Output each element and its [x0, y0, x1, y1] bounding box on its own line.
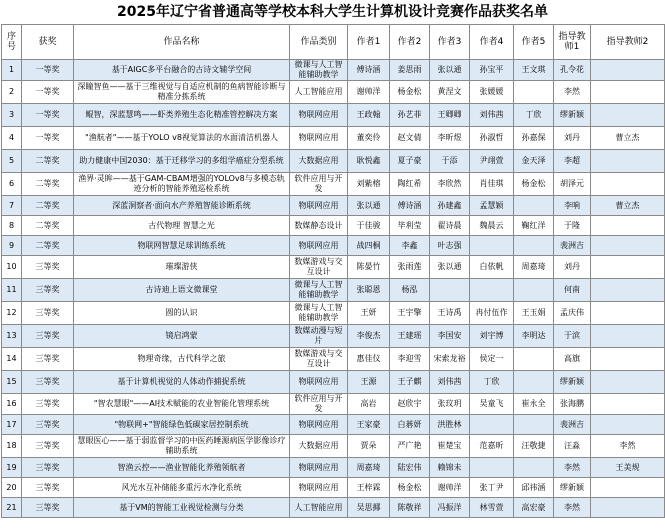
cell-advisor-2 [591, 104, 665, 127]
cell-author-2: 王子麒 [390, 371, 430, 394]
cell-author-2: 赵文倩 [390, 127, 430, 150]
cell-category: 物联网应用 [290, 415, 348, 435]
cell-award: 三等奖 [22, 279, 74, 302]
cell-author-3: 张以通 [430, 60, 470, 81]
cell-author-4: 张丁尹 [470, 478, 514, 498]
cell-work-name: "智农慧眼"——AI技术赋能的农业智能化管理系统 [74, 394, 290, 415]
cell-advisor-1: 李然 [554, 81, 591, 104]
cell-author-3: 崔楚宝 [430, 435, 470, 458]
cell-advisor-1: 李超 [554, 150, 591, 173]
cell-index: 20 [2, 478, 22, 498]
table-row [2, 216, 665, 236]
cell-author-3: 谢帅洋 [430, 478, 470, 498]
header-author-5: 作者5 [514, 25, 554, 60]
table-row [2, 458, 665, 478]
cell-index: 8 [2, 216, 22, 236]
cell-author-3: 叶志强 [430, 236, 470, 256]
cell-award: 三等奖 [22, 415, 74, 435]
cell-author-2: 李鑫 [390, 236, 430, 256]
cell-author-3: 王诗禹 [430, 302, 470, 325]
cell-index: 12 [2, 302, 22, 325]
cell-category: 物联网应用 [290, 127, 348, 150]
cell-award: 三等奖 [22, 256, 74, 279]
cell-author-1: 贾朵 [348, 435, 390, 458]
cell-author-1: 谢帅洋 [348, 81, 390, 104]
cell-advisor-1: 李然 [554, 498, 591, 518]
cell-author-1: 傅诗涵 [348, 60, 390, 81]
cell-author-4: 孙淑哲 [470, 127, 514, 150]
cell-author-5: 孙嘉保 [514, 127, 554, 150]
cell-category: 微课与人工智能辅助教学 [290, 279, 348, 302]
cell-category: 数媒动漫与短片 [290, 325, 348, 348]
table-row [2, 196, 665, 216]
cell-author-1: 高岩 [348, 394, 390, 415]
award-table [1, 24, 665, 518]
cell-author-3: 张玟玥 [430, 394, 470, 415]
cell-author-1: 王源 [348, 371, 390, 394]
cell-author-1: 战四桐 [348, 236, 390, 256]
table-row [2, 478, 665, 498]
cell-advisor-1: 汪淼 [554, 435, 591, 458]
cell-award: 三等奖 [22, 325, 74, 348]
cell-author-2: 张雨莲 [390, 256, 430, 279]
cell-author-2: 陶红希 [390, 173, 430, 196]
cell-index: 18 [2, 435, 22, 458]
cell-advisor-2: 李然 [591, 435, 665, 458]
cell-author-5 [514, 236, 554, 256]
cell-work-name: 镜启鸿蒙 [74, 325, 290, 348]
cell-author-5: 鞠红洋 [514, 216, 554, 236]
cell-author-5: 周嘉琦 [514, 256, 554, 279]
cell-award: 三等奖 [22, 371, 74, 394]
cell-index: 1 [2, 60, 22, 81]
cell-author-1: 张以通 [348, 196, 390, 216]
cell-author-3: 李国安 [430, 325, 470, 348]
cell-index: 5 [2, 150, 22, 173]
cell-index: 14 [2, 348, 22, 371]
cell-work-name: 深蓝洞察者·面向水产养殖智能诊断系统 [74, 196, 290, 216]
cell-award: 三等奖 [22, 498, 74, 518]
cell-author-2: 孙艺菲 [390, 104, 430, 127]
cell-category: 数媒静态设计 [290, 216, 348, 236]
cell-author-4: 吴童飞 [470, 394, 514, 415]
cell-author-3: 孙建鑫 [430, 196, 470, 216]
cell-work-name: 助力健康中国2030：基于迁移学习的多组学癌症分型系统 [74, 150, 290, 173]
cell-index: 19 [2, 458, 22, 478]
cell-author-4 [470, 236, 514, 256]
table-row [2, 302, 665, 325]
cell-author-1: 惠佳仪 [348, 348, 390, 371]
header-advisor-1: 指导教师1 [554, 25, 591, 60]
cell-category: 微课与人工智能辅助教学 [290, 60, 348, 81]
cell-author-3: 于添 [430, 150, 470, 173]
cell-author-5 [514, 458, 554, 478]
cell-work-name: 渔界·灵眸——基于GAM-CBAM增强的YOLOv8与多模态轨迹分析的智能养殖巡检系统 [74, 173, 290, 196]
cell-author-1: 王政翰 [348, 104, 390, 127]
cell-advisor-1: 胡泽元 [554, 173, 591, 196]
cell-author-3 [430, 279, 470, 302]
cell-index: 11 [2, 279, 22, 302]
cell-advisor-1: 张海鹏 [554, 394, 591, 415]
table-header-row [2, 25, 665, 60]
cell-advisor-2 [591, 60, 665, 81]
cell-author-4 [470, 458, 514, 478]
cell-work-name: 慧眼医心——基于弱监督学习的中医药睡源病医学影像诊疗辅助系统 [74, 435, 290, 458]
table-row [2, 150, 665, 173]
cell-author-2: 陈敬祥 [390, 498, 430, 518]
cell-advisor-2 [591, 256, 665, 279]
cell-author-4: 白依帆 [470, 256, 514, 279]
cell-award: 三等奖 [22, 394, 74, 415]
cell-author-1: 王梓霖 [348, 478, 390, 498]
header-index: 序号 [2, 25, 22, 60]
cell-author-5 [514, 279, 554, 302]
cell-award: 二等奖 [22, 150, 74, 173]
cell-advisor-1: 裴洲吉 [554, 236, 591, 256]
cell-author-4: 孟慧颖 [470, 196, 514, 216]
cell-author-1: 吴思揶 [348, 498, 390, 518]
cell-author-3: 宋索龙裕 [430, 348, 470, 371]
table-row [2, 81, 665, 104]
cell-index: 7 [2, 196, 22, 216]
cell-author-2: 姜思雨 [390, 60, 430, 81]
cell-author-4: 侯定一 [470, 348, 514, 371]
cell-category: 物联网应用 [290, 371, 348, 394]
cell-author-3: 黄涅文 [430, 81, 470, 104]
cell-author-5: 金天泽 [514, 150, 554, 173]
cell-work-name: 圆的认识 [74, 302, 290, 325]
cell-author-2: 严广艳 [390, 435, 430, 458]
cell-author-5: 崔永全 [514, 394, 554, 415]
cell-advisor-2 [591, 216, 665, 236]
cell-category: 人工智能应用 [290, 498, 348, 518]
cell-author-4: 冉付伍作 [470, 302, 514, 325]
cell-author-4: 孙宝平 [470, 60, 514, 81]
cell-author-4 [470, 415, 514, 435]
cell-work-name: 基于VM的智能工业视觉检测与分类 [74, 498, 290, 518]
cell-advisor-2 [591, 173, 665, 196]
cell-category: 物联网应用 [290, 478, 348, 498]
cell-author-5: 李明达 [514, 325, 554, 348]
cell-author-5 [514, 348, 554, 371]
cell-advisor-2 [591, 415, 665, 435]
cell-award: 三等奖 [22, 348, 74, 371]
cell-advisor-2 [591, 478, 665, 498]
cell-advisor-1: 孟庆伟 [554, 302, 591, 325]
cell-author-3: 刘伟茜 [430, 371, 470, 394]
cell-author-5 [514, 81, 554, 104]
table-row [2, 279, 665, 302]
cell-author-1: 王妍 [348, 302, 390, 325]
cell-author-2: 陆宏伟 [390, 458, 430, 478]
cell-author-2: 杨泓 [390, 279, 430, 302]
cell-category: 数媒游戏与交互设计 [290, 256, 348, 279]
cell-index: 21 [2, 498, 22, 518]
cell-index: 13 [2, 325, 22, 348]
cell-advisor-1: 裴洲吉 [554, 415, 591, 435]
cell-category: 物联网应用 [290, 104, 348, 127]
cell-category: 软件应用与开发 [290, 394, 348, 415]
cell-award: 二等奖 [22, 196, 74, 216]
table-row [2, 348, 665, 371]
cell-index: 10 [2, 256, 22, 279]
cell-author-4: 林雪萱 [470, 498, 514, 518]
cell-work-name: 古代物理 智慧之光 [74, 216, 290, 236]
cell-author-5: 王文琪 [514, 60, 554, 81]
cell-author-1: 于佳骏 [348, 216, 390, 236]
cell-category: 大数据应用 [290, 150, 348, 173]
cell-author-1: 陈晏竹 [348, 256, 390, 279]
cell-author-4: 张媛媛 [470, 81, 514, 104]
cell-advisor-1: 孔令花 [554, 60, 591, 81]
cell-work-name: 深瞳智鱼——基于三维视觉与自适应机制的鱼病智能诊断与精准分拣系统 [74, 81, 290, 104]
cell-award: 二等奖 [22, 216, 74, 236]
header-advisor-2: 指导教师2 [591, 25, 665, 60]
table-row [2, 498, 665, 518]
cell-award: 一等奖 [22, 104, 74, 127]
cell-category: 物联网应用 [290, 236, 348, 256]
cell-author-1: 王家豪 [348, 415, 390, 435]
cell-author-2: 杨金松 [390, 81, 430, 104]
cell-author-2: 傅诗涵 [390, 196, 430, 216]
cell-advisor-2: 曹立杰 [591, 127, 665, 150]
cell-index: 9 [2, 236, 22, 256]
cell-author-3: 李欣然 [430, 173, 470, 196]
cell-author-5: 高宏豪 [514, 498, 554, 518]
cell-work-name: 风光水互补储能多重污水净化系统 [74, 478, 290, 498]
header-author-2: 作者2 [390, 25, 430, 60]
cell-advisor-2 [591, 498, 665, 518]
header-work-name: 作品名称 [74, 25, 290, 60]
cell-author-5: 王玉娟 [514, 302, 554, 325]
cell-author-3: 李昕煜 [430, 127, 470, 150]
cell-author-3: 张以通 [430, 256, 470, 279]
table-row [2, 236, 665, 256]
cell-author-2: 杨金松 [390, 478, 430, 498]
cell-author-5: 邱祎涵 [514, 478, 554, 498]
cell-work-name: 古诗迪上语文微课堂 [74, 279, 290, 302]
cell-advisor-2: 曹立杰 [591, 196, 665, 216]
cell-author-1: 刘紫榕 [348, 173, 390, 196]
cell-author-4 [470, 279, 514, 302]
cell-index: 2 [2, 81, 22, 104]
cell-advisor-2 [591, 236, 665, 256]
table-row [2, 394, 665, 415]
cell-category: 物联网应用 [290, 458, 348, 478]
cell-award: 三等奖 [22, 302, 74, 325]
table-row [2, 325, 665, 348]
cell-advisor-2 [591, 302, 665, 325]
cell-advisor-1: 缪新颖 [554, 371, 591, 394]
cell-work-name: 基于计算机视觉的人体动作捕捉系统 [74, 371, 290, 394]
cell-author-3: 洪胜林 [430, 415, 470, 435]
cell-index: 4 [2, 127, 22, 150]
cell-author-3: 翟诗晨 [430, 216, 470, 236]
header-author-3: 作者3 [430, 25, 470, 60]
cell-category: 软件应用与开发 [290, 173, 348, 196]
header-category: 作品类别 [290, 25, 348, 60]
cell-author-1: 李俊杰 [348, 325, 390, 348]
cell-advisor-2 [591, 279, 665, 302]
table-row [2, 435, 665, 458]
cell-work-name: 鲲智，深蓝慧鸣——虾类养殖生态化精准管控解决方案 [74, 104, 290, 127]
cell-category: 微课与人工智能辅助教学 [290, 302, 348, 325]
cell-author-5: 丁欣 [514, 104, 554, 127]
cell-author-4: 魏晨云 [470, 216, 514, 236]
cell-index: 6 [2, 173, 22, 196]
header-author-4: 作者4 [470, 25, 514, 60]
cell-index: 15 [2, 371, 22, 394]
cell-award: 二等奖 [22, 173, 74, 196]
cell-author-1: 张聪恩 [348, 279, 390, 302]
cell-award: 一等奖 [22, 60, 74, 81]
cell-award: 一等奖 [22, 81, 74, 104]
cell-work-name: "物联网+"智能绿色低碳家居控制系统 [74, 415, 290, 435]
cell-award: 三等奖 [22, 458, 74, 478]
cell-work-name: 基于AIGC多平台融合的古诗文辅学空间 [74, 60, 290, 81]
cell-category: 数媒游戏与交互设计 [290, 348, 348, 371]
table-row [2, 371, 665, 394]
cell-author-5 [514, 415, 554, 435]
cell-author-3: 冯振洋 [430, 498, 470, 518]
cell-author-1: 董奕伶 [348, 127, 390, 150]
cell-index: 16 [2, 394, 22, 415]
cell-author-5: 汪敬捷 [514, 435, 554, 458]
cell-work-name: 智渔云控——渔业智能化养殖领航者 [74, 458, 290, 478]
cell-category: 人工智能应用 [290, 81, 348, 104]
cell-advisor-1: 李然 [554, 458, 591, 478]
cell-index: 3 [2, 104, 22, 127]
cell-award: 二等奖 [22, 236, 74, 256]
cell-author-3: 王卿卿 [430, 104, 470, 127]
table-row [2, 173, 665, 196]
header-author-1: 作者1 [348, 25, 390, 60]
cell-advisor-1: 高旗 [554, 348, 591, 371]
cell-author-2: 王宇擎 [390, 302, 430, 325]
cell-author-4: 丁欣 [470, 371, 514, 394]
table-row [2, 104, 665, 127]
cell-author-5 [514, 371, 554, 394]
cell-author-5: 杨金松 [514, 173, 554, 196]
cell-author-4: 刘伟茜 [470, 104, 514, 127]
table-row [2, 256, 665, 279]
cell-index: 17 [2, 415, 22, 435]
cell-advisor-1: 缪新颖 [554, 104, 591, 127]
table-row [2, 415, 665, 435]
cell-advisor-2 [591, 150, 665, 173]
cell-work-name: 物理奇缘，古代科学之旅 [74, 348, 290, 371]
cell-category: 物联网应用 [290, 196, 348, 216]
cell-author-2: 赵欣宇 [390, 394, 430, 415]
cell-advisor-2 [591, 81, 665, 104]
cell-author-4: 刘宇博 [470, 325, 514, 348]
cell-author-2: 白碁妍 [390, 415, 430, 435]
cell-work-name: 璀璨游侠 [74, 256, 290, 279]
cell-advisor-1: 缪新颖 [554, 478, 591, 498]
cell-advisor-2 [591, 371, 665, 394]
cell-author-2: 王建瑶 [390, 325, 430, 348]
cell-author-2: 夏子豪 [390, 150, 430, 173]
cell-author-1: 周嘉琦 [348, 458, 390, 478]
cell-advisor-2 [591, 325, 665, 348]
cell-author-5 [514, 196, 554, 216]
cell-author-4: 范嘉昕 [470, 435, 514, 458]
cell-author-4: 肖佳琪 [470, 173, 514, 196]
cell-advisor-1: 于隆 [554, 216, 591, 236]
cell-advisor-2 [591, 348, 665, 371]
cell-advisor-1: 李响 [554, 196, 591, 216]
table-row [2, 60, 665, 81]
table-row [2, 127, 665, 150]
cell-advisor-1: 刘丹 [554, 256, 591, 279]
cell-work-name: 物联网智慧足球训练系统 [74, 236, 290, 256]
cell-advisor-1: 何南 [554, 279, 591, 302]
cell-author-3: 赖锦未 [430, 458, 470, 478]
cell-category: 大数据应用 [290, 435, 348, 458]
cell-author-4: 尹翊萱 [470, 150, 514, 173]
cell-award: 三等奖 [22, 478, 74, 498]
cell-advisor-1: 于滨 [554, 325, 591, 348]
cell-author-2: 毕利莹 [390, 216, 430, 236]
cell-advisor-1: 刘丹 [554, 127, 591, 150]
cell-award: 一等奖 [22, 127, 74, 150]
cell-work-name: "渔航者"——基于YOLO v8视觉算法的水面清洁机器人 [74, 127, 290, 150]
cell-advisor-2 [591, 394, 665, 415]
cell-author-2: 李迎雪 [390, 348, 430, 371]
page-title: 2025年辽宁省普通高等学校本科大学生计算机设计竞赛作品获奖名单 [117, 4, 548, 20]
cell-author-1: 耿悦鑫 [348, 150, 390, 173]
header-award: 获奖 [22, 25, 74, 60]
cell-advisor-2: 王美规 [591, 458, 665, 478]
cell-award: 三等奖 [22, 435, 74, 458]
